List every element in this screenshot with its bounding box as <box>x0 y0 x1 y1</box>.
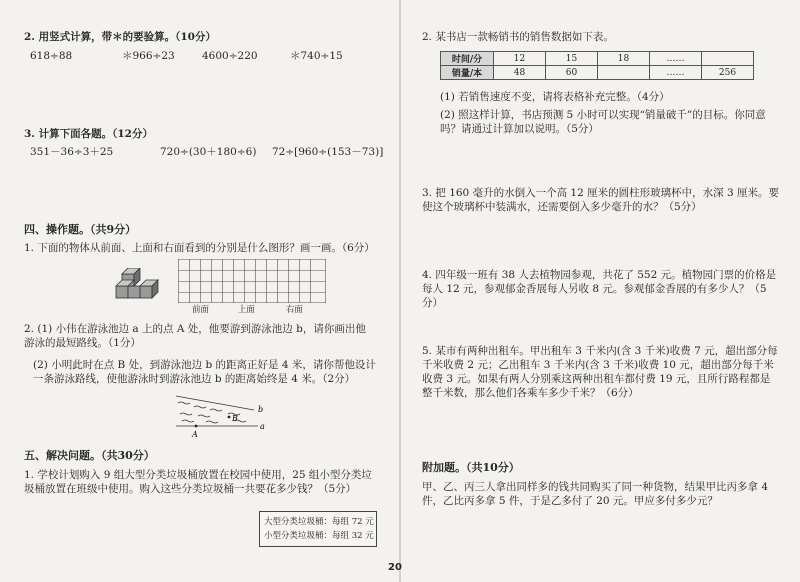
table-cell: …… <box>650 52 702 66</box>
extra-question: 甲、乙、丙三人拿出同样多的钱共同购买了同一种货物，结果甲比丙多拿 4 件，乙比丙多拿 5 件，于是乙多付了 20 元。甲应多付多少元？ <box>422 481 769 507</box>
table-cell <box>702 52 754 66</box>
r-q2-sub1: (1) 若销售速度不变，请将表格补充完整。（4分） <box>440 91 670 103</box>
r-q4: 4. 四年级一班有 38 人去植物园参观，共花了 552 元。植物园门票的价格是每人 12 元，参观郁金香展每人另收 8 元。参观郁金香展的有多少人？（5分） <box>422 269 777 309</box>
table-row <box>441 52 754 66</box>
page-number: 20 <box>388 562 402 573</box>
view-label-top: 上面 <box>238 305 256 315</box>
q3-title: 3. 计算下面各题。（12分） <box>24 128 153 140</box>
q2-title: 2. 用竖式计算，带＊的要验算。（10分） <box>24 31 216 43</box>
table-row <box>441 66 754 80</box>
right-page <box>400 0 800 582</box>
price-small: 小型分类垃圾桶：每组 32 元 <box>264 531 374 541</box>
section-5-title: 五、解决问题。（共30分） <box>24 449 155 462</box>
extra-title: 附加题。（共10分） <box>422 461 520 474</box>
table-cell: …… <box>650 66 702 80</box>
pool-diagram <box>170 394 270 440</box>
point-A-label: A <box>192 430 198 439</box>
point-B-label: B <box>232 414 238 423</box>
sec4-q2-part2: (2) 小明此时在点 B 处，到游泳池边 b 的距离正好是 4 米，请你帮他设计一条游泳路线，使他游泳时到游泳池边 b 的距离始终是 4 米。（2分） <box>33 359 376 385</box>
table-cell: 15 <box>546 52 598 66</box>
price-box <box>259 511 377 547</box>
r-q2-title: 2. 某书店一款畅销书的销售数据如下表。 <box>422 31 614 43</box>
sec4-q2-part1: 2. (1) 小伟在游泳池边 a 上的点 A 处，他要游到游泳池边 b，请你画出他游泳的最短路线。（1分） <box>24 323 366 349</box>
calc-item: 720÷(30＋180÷6) <box>160 146 257 158</box>
table-cell: 18 <box>598 52 650 66</box>
r-q3: 3. 把 160 毫升的水倒入一个高 12 厘米的圆柱形玻璃杯中，水深 3 厘米。要使这个玻璃杯中装满水，还需要倒入多少毫升的水？（5分） <box>422 187 779 213</box>
table-cell <box>598 66 650 80</box>
table-cell: 12 <box>494 52 546 66</box>
drawing-grid <box>178 259 328 303</box>
edge-a-label: a <box>260 422 265 431</box>
r-q5: 5. 某市有两种出租车。甲出租车 3 千米内(含 3 千米)收费 7 元，超出部分每千米收费 2 元；乙出租车 3 千米内(含 3 千米)收费 10 元，超出部分每千米收费 3 元。如果有两人分别乘这两种出租车都付费 19 元，且所行路程都是整千米数，那么他们各乘车多少千米？（6分） <box>422 345 778 399</box>
calc-item: 618÷88 <box>30 50 73 62</box>
calc-item: 351－36÷3＋25 <box>30 146 114 158</box>
table-cell: 256 <box>702 66 754 80</box>
calc-item: ＊966÷23 <box>122 50 175 62</box>
view-label-front: 前面 <box>192 305 210 315</box>
sec4-q1: 1. 下面的物体从前面、上面和右面看到的分别是什么图形？画一画。（6分） <box>24 242 375 254</box>
calc-item: 72÷[960÷(153－73)] <box>272 146 384 158</box>
view-label-right: 右面 <box>286 305 304 315</box>
cube-figure <box>112 268 162 304</box>
r-q2-sub2: (2) 照这样计算，书店预测 5 小时可以实现“销量破千”的目标。你同意吗？请通过计算加以说明。（5分） <box>440 109 766 135</box>
sales-table <box>440 51 754 80</box>
section-4-title: 四、操作题。（共9分） <box>24 223 137 236</box>
table-cell: 60 <box>546 66 598 80</box>
calc-item: ＊740÷15 <box>290 50 343 62</box>
calc-item: 4600÷220 <box>202 50 258 62</box>
table-cell: 48 <box>494 66 546 80</box>
table-row-header: 销量/本 <box>441 66 494 80</box>
edge-b-label: b <box>258 405 264 414</box>
sec5-q1: 1. 学校计划购入 9 组大型分类垃圾桶放置在校园中使用，25 组小型分类垃圾桶放置在班级中使用。购入这些分类垃圾桶一共要花多少钱？（5分） <box>24 469 372 495</box>
table-row-header: 时间/分 <box>441 52 494 66</box>
price-large: 大型分类垃圾桶：每组 72 元 <box>264 517 374 527</box>
